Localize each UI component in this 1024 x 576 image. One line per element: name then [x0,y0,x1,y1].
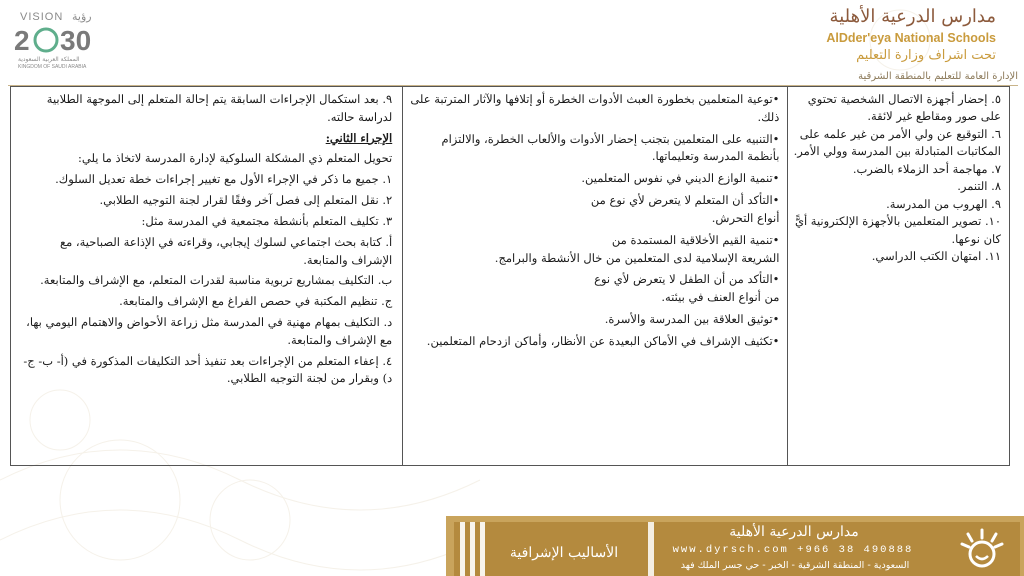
footer-divider [648,522,654,576]
list-item: أ. كتابة بحث اجتماعي لسلوك إيجابي، وقراءته في الإذاعة الصباحية، مع الإشراف والمتابعة. [59,234,393,267]
svg-text:30: 30 [60,25,92,56]
footer-contact: www.dyrsch.com +966 38 490888 [672,544,914,556]
ministry-supervision: تحت اشراف وزارة التعليم [856,48,996,63]
list-item: د. التكليف بمهام مهنية في المدرسة مثل زراعة الأحواض والاهتمام اليومي بها، مع الإشراف والمتابعة. [26,314,393,347]
list-item: •توثيق العلاقة بين المدرسة والأسرة. [604,311,780,326]
list-item: •التأكد من أن الطفل لا يتعرض لأي نوع [594,272,780,287]
svg-text:2: 2 [14,25,30,56]
list-item: •التنبيه على المتعلمين بتجنب إحضار الأدوات والألعاب الخطرة، والالتزام بأنظمة المدرسة وتعليماتها. [441,131,780,164]
school-name-arabic: مدارس الدرعية الأهلية [829,6,996,27]
list-item: ٤. إعفاء المتعلم من الإجراءات بعد تنفيذ أحد التكليفات المذكورة في (أ- ب- ج- د) وبقرار من لجنة التوجيه الطلابي. [23,353,393,386]
school-name-english: AlDder'eya National Schools [826,31,996,45]
list-item: •تنمية القيم الأخلاقية المستمدة من [611,232,780,247]
procedure-intro: ٩. بعد استكمال الإجراءات السابقة يتم إحالة المتعلم إلى الموجهة الطلابية لدراسة حالته. [46,92,393,124]
svg-text:KINGDOM OF SAUDI ARABIA: KINGDOM OF SAUDI ARABIA [18,64,87,70]
list-item: •تنمية الوازع الديني في نفوس المتعلمين. [581,171,780,186]
list-item: ٨. التنمر. [957,179,1001,194]
svg-text:VISION: VISION [20,11,64,23]
education-directorate: الإدارة العامة للتعليم بالمنطقة الشرقية [858,71,1018,82]
procedure-heading: الإجراء الثاني: [325,130,393,145]
list-item: ٩. الهروب من المدرسة. [886,196,1001,211]
procedure-lead: تحويل المتعلم ذي المشكلة السلوكية لإدارة المدرسة لاتخاذ ما يلي: [78,151,393,166]
list-item: •التأكد أن المتعلم لا يتعرض لأي نوع من [590,193,780,208]
list-item: ١١. امتهان الكتب الدراسي. [871,249,1001,264]
table-column-right [788,87,1009,465]
school-logo-icon [958,526,1006,574]
list-item: ٧. مهاجمة أحد الزملاء بالضرب. [852,161,1001,176]
list-item: ١٠. تصوير المتعلمين بالأجهزة الإلكترونية أيًّ كان نوعها. [794,214,1001,246]
list-item: أنواع التحرش. [711,210,780,225]
list-item: ٥. إحضار أجهزة الاتصال الشخصية تحتوي على صور ومقاطع غير لائقة. [807,92,1001,124]
footer-school-name: مدارس الدرعية الأهلية [729,524,859,540]
school-header [696,6,996,76]
list-item: الشريعة الإسلامية لدى المتعلمين من خال الأنشطة والبرامج. [494,250,780,265]
footer-banner [446,516,1024,576]
list-item: •توعية المتعلمين بخطورة العبث الأدوات الخطرة أو إتلافها والآثار المترتبة على ذلك. [410,92,780,124]
list-item: ب. التكليف بمشاريع تربوية مناسبة لقدرات المتعلم، مع الإشراف والمتابعة. [40,273,393,288]
list-item: من أنواع العنف في بيئته. [661,290,780,305]
content-table [10,86,1010,466]
table-column-middle [403,87,788,465]
section-title: الأساليب الإشرافية [509,545,619,561]
list-item: ١. جميع ما ذكر في الإجراء الأول مع تغيير إجراءات خطة تعديل السلوك. [55,172,393,187]
header-divider [8,72,1018,86]
footer-panel [454,522,1020,576]
table-column-left [11,87,403,465]
footer-address: السعودية - المنطقة الشرقية - الخبر - حي جسر الملك فهد [680,560,910,571]
list-item: ج. تنظيم المكتبة في حصص الفراغ مع الإشراف والمتابعة. [119,294,393,309]
list-item: ٢. نقل المتعلم إلى فصل آخر وفقًا لقرار لجنة التوجيه الطلابي. [99,193,393,208]
footer-stripes [460,522,486,576]
svg-text:المملكة العربية السعودية: المملكة العربية السعودية [18,56,80,63]
vision-2030-logo [10,6,110,70]
list-item: ٣. تكليف المتعلم بأنشطة مجتمعية في المدرسة مثل: [141,213,393,228]
list-item: ٦. التوقيع عن ولي الأمر من غير علمه على المكاتبات المتبادلة بين المدرسة وولي الأمر. [793,126,1001,159]
list-item: •تكثيف الإشراف في الأماكن البعيدة عن الأنظار، وأماكن ازدحام المتعلمين. [426,333,780,348]
svg-text:رؤية: رؤية [72,10,92,23]
